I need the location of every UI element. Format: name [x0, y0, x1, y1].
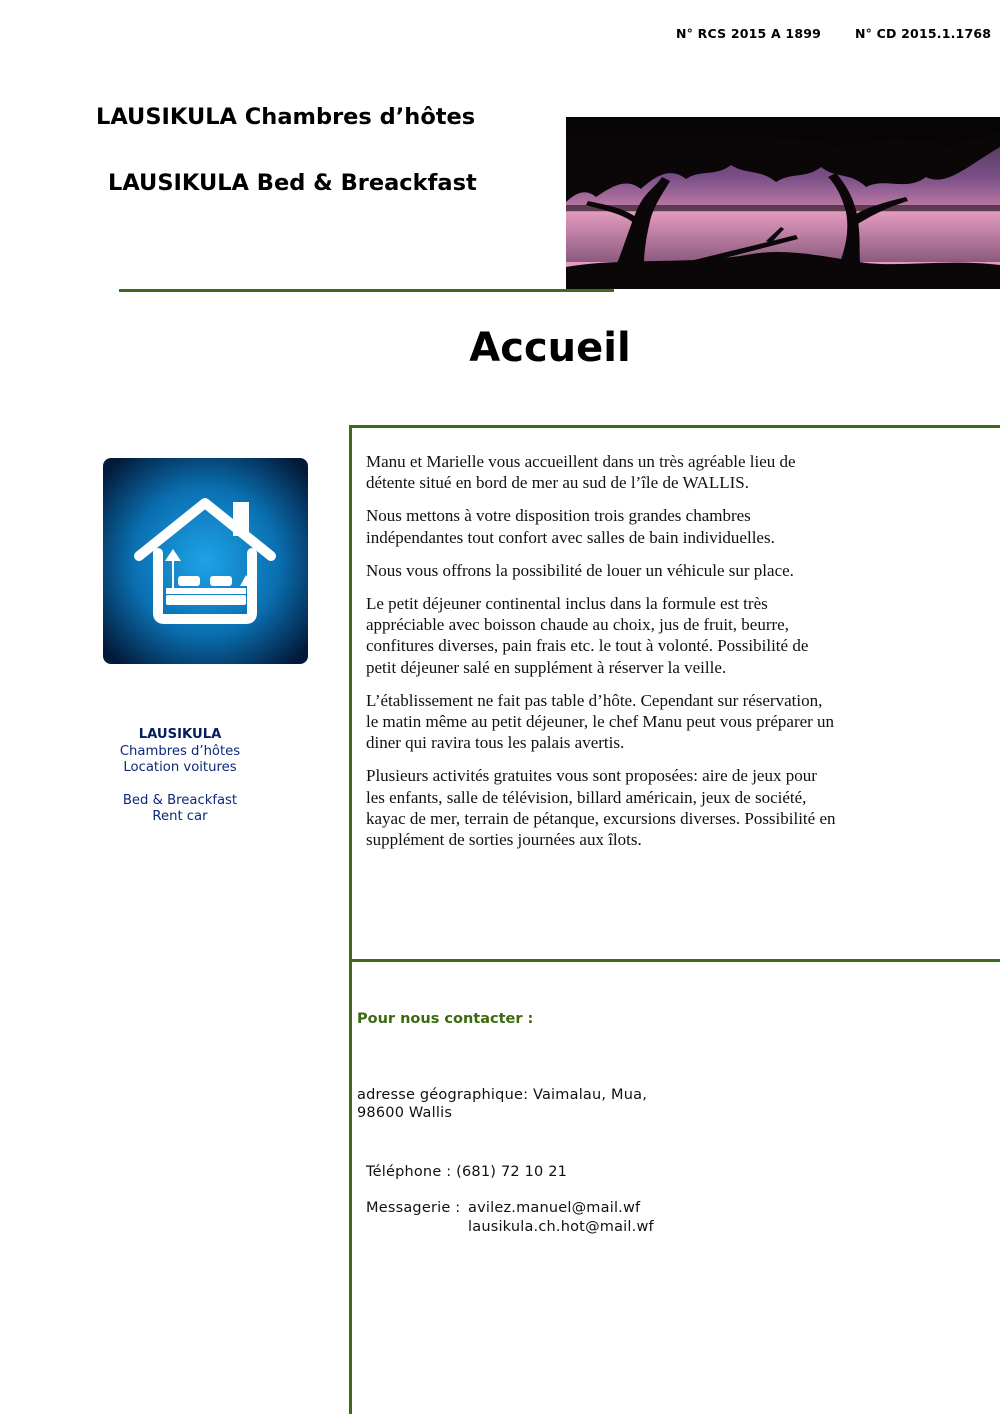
sidebar-line-location: Location voitures	[123, 760, 237, 775]
site-title-fr: LAUSIKULA Chambres d’hôtes	[96, 104, 476, 130]
phone-number: Téléphone : (681) 72 10 21	[366, 1164, 568, 1180]
site-title-en: LAUSIKULA Bed & Breackfast	[108, 170, 477, 196]
content-border-left	[349, 425, 352, 1414]
content-divider	[349, 959, 1000, 962]
sidebar-line-chambres: Chambres d’hôtes	[119, 744, 241, 759]
header-divider	[119, 289, 614, 292]
page-title: Accueil	[469, 325, 631, 371]
address-line-1: adresse géographique: Vaimalau, Mua,	[357, 1087, 648, 1103]
address-line-2: 98600 Wallis	[357, 1105, 453, 1121]
intro-paragraph: L’établissement ne fait pas table d’hôte. Cependant sur réservation, le matin même au petit déjeuner, le chef Manu peut vous préparer un diner qui ravira tous les palais avertis.	[366, 690, 835, 753]
house-bed-icon	[103, 458, 308, 664]
content-border-top	[349, 425, 1000, 428]
sidebar-line-rentcar: Rent car	[152, 809, 208, 824]
intro-paragraph: Plusieurs activités gratuites vous sont proposées: aire de jeux pour les enfants, salle de télévision, billard américain, jeux de société, kayac de mer, terrain de pétanque, excursions diverses. Possibilité en supplément de sorties journées aux îlots.	[366, 766, 836, 850]
email-label: Messagerie :	[366, 1200, 461, 1216]
intro-paragraph: Nous vous offrons la possibilité de louer un véhicule sur place.	[366, 560, 794, 580]
email-address-1[interactable]: avilez.manuel@mail.wf	[468, 1200, 641, 1216]
contact-heading: Pour nous contacter :	[357, 1011, 534, 1027]
intro-paragraph: Nous mettons à votre disposition trois grandes chambres indépendantes tout confort avec salles de bain individuelles.	[366, 506, 775, 547]
email-address-2[interactable]: lausikula.ch.hot@mail.wf	[468, 1219, 654, 1235]
intro-paragraph: Manu et Marielle vous accueillent dans un très agréable lieu de détente situé en bord de mer au sud de l’île de WALLIS.	[366, 452, 796, 493]
cd-number: N° CD 2015.1.1768	[855, 26, 992, 41]
rcs-number: N° RCS 2015 A 1899	[676, 26, 822, 41]
sidebar-name: LAUSIKULA	[138, 727, 222, 742]
intro-text	[366, 451, 836, 862]
sidebar-line-bnb: Bed & Breackfast	[122, 793, 238, 808]
intro-paragraph: Le petit déjeuner continental inclus dans la formule est très appréciable avec boisson chaude au choix, jus de fruit, beurre, confitures diverses, pain frais etc. le tout à volonté. Possibilité de petit déjeuner salé en supplément à réserver la veille.	[366, 594, 809, 677]
sunset-trees-photo	[566, 117, 1000, 289]
